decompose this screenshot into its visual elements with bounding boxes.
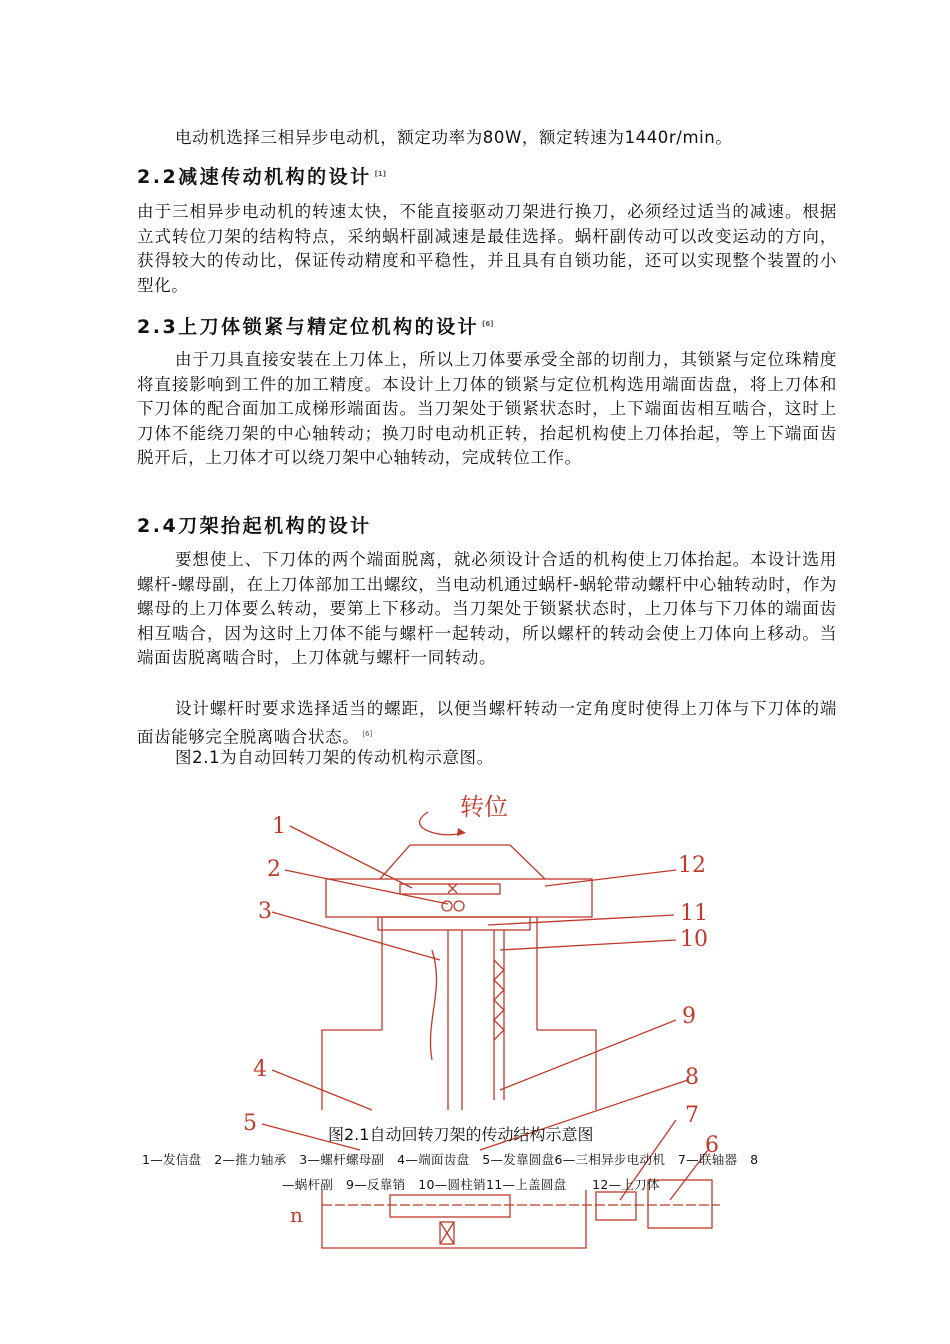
citation-ref: [6]	[482, 319, 494, 328]
part-number-5: 5	[243, 1111, 257, 1136]
part-number-11: 11	[680, 901, 708, 926]
citation-ref: [6]	[362, 729, 373, 738]
part-number-10: 10	[680, 927, 708, 952]
citation-ref: [1]	[374, 169, 386, 178]
part-number-9: 9	[682, 1004, 696, 1029]
part-number-7: 7	[685, 1103, 699, 1128]
part-number-6: 6	[705, 1133, 719, 1158]
figure-legend-line-1: 1—发信盘 2—推力轴承 3—螺杆螺母副 4—端面齿盘 5—发靠圆盘6—三相异步电动机 7—联轴器 8	[142, 1152, 759, 1167]
figure-caption: 图2.1自动回转刀架的传动结构示意图	[328, 1125, 594, 1144]
part-number-3: 3	[258, 899, 272, 924]
section-2-4-paragraph-1: 要想使上、下刀体的两个端面脱离，就必须设计合适的机构使上刀体抬起。本设计选用螺杆-螺母副，在上刀体部加工出螺纹，当电动机通过蜗杆-蜗轮带动螺杆中心轴转动时，作为螺母的上刀体要么转动，要第上下移动。当刀架处于锁紧状态时，上刀体与下刀体的端面齿相互啮合，因为这时上刀体不能与螺杆一起转动，所以螺杆的转动会使上刀体向上移动。当端面齿脱离啮合时，上刀体就与螺杆一同转动。	[137, 550, 837, 667]
intro-paragraph: 电动机选择三相异步电动机，额定功率为80W，额定转速为1440r/min。	[175, 128, 733, 147]
part-number-12: 12	[678, 853, 706, 878]
section-2-2-paragraph: 由于三相异步电动机的转速太快，不能直接驱动刀架进行换刀，必须经过适当的减速。根据立式转位刀架的结构特点，采纳蜗杆副减速是最佳选择。蜗杆副传动可以改变运动的方向，获得较大的传动比，保证传动精度和平稳性，并且具有自锁功能，还可以实现整个装置的小型化。	[137, 202, 837, 295]
part-number-4: 4	[253, 1057, 267, 1082]
rotate-label: 转位	[460, 793, 508, 821]
section-2-4-paragraph-3: 图2.1为自动回转刀架的传动机构示意图。	[175, 748, 494, 767]
section-heading-2-4: 2.4刀架抬起机构的设计	[137, 515, 372, 537]
section-2-3-paragraph: 由于刀具直接安装在上刀体上，所以上刀体要承受全部的切削力，其锁紧与定位珠精度将直接影响到工件的加工精度。本设计上刀体的锁紧与定位机构选用端面齿盘，将上刀体和下刀体的配合面加工成梯形端面齿。当刀架处于锁紧状态时，上下端面齿相互啮合，这时上刀体不能绕刀架的中心轴转动；换刀时电动机正转，抬起机构使上刀体抬起，等上下端面齿脱开后，上刀体才可以绕刀架中心轴转动，完成转位工作。	[137, 350, 837, 467]
part-number-1: 1	[272, 814, 286, 839]
section-heading-2-2: 2.2减速传动机构的设计 [1]	[137, 166, 386, 188]
part-number-2: 2	[267, 857, 281, 882]
section-2-4-paragraph-2: 设计螺杆时要求选择适当的螺距，以便当螺杆转动一定角度时使得上刀体与下刀体的端面齿能够完全脱离啮合状态。 [6]	[137, 699, 837, 746]
n-label: n	[290, 1203, 303, 1227]
section-heading-2-3: 2.3上刀体锁紧与精定位机构的设计 [6]	[137, 316, 494, 338]
figure-legend-line-2: —蜗杆副 9—反靠销 10—圆柱销11—上盖圆盘 12—上刀体	[282, 1177, 660, 1192]
part-number-8: 8	[685, 1065, 699, 1090]
